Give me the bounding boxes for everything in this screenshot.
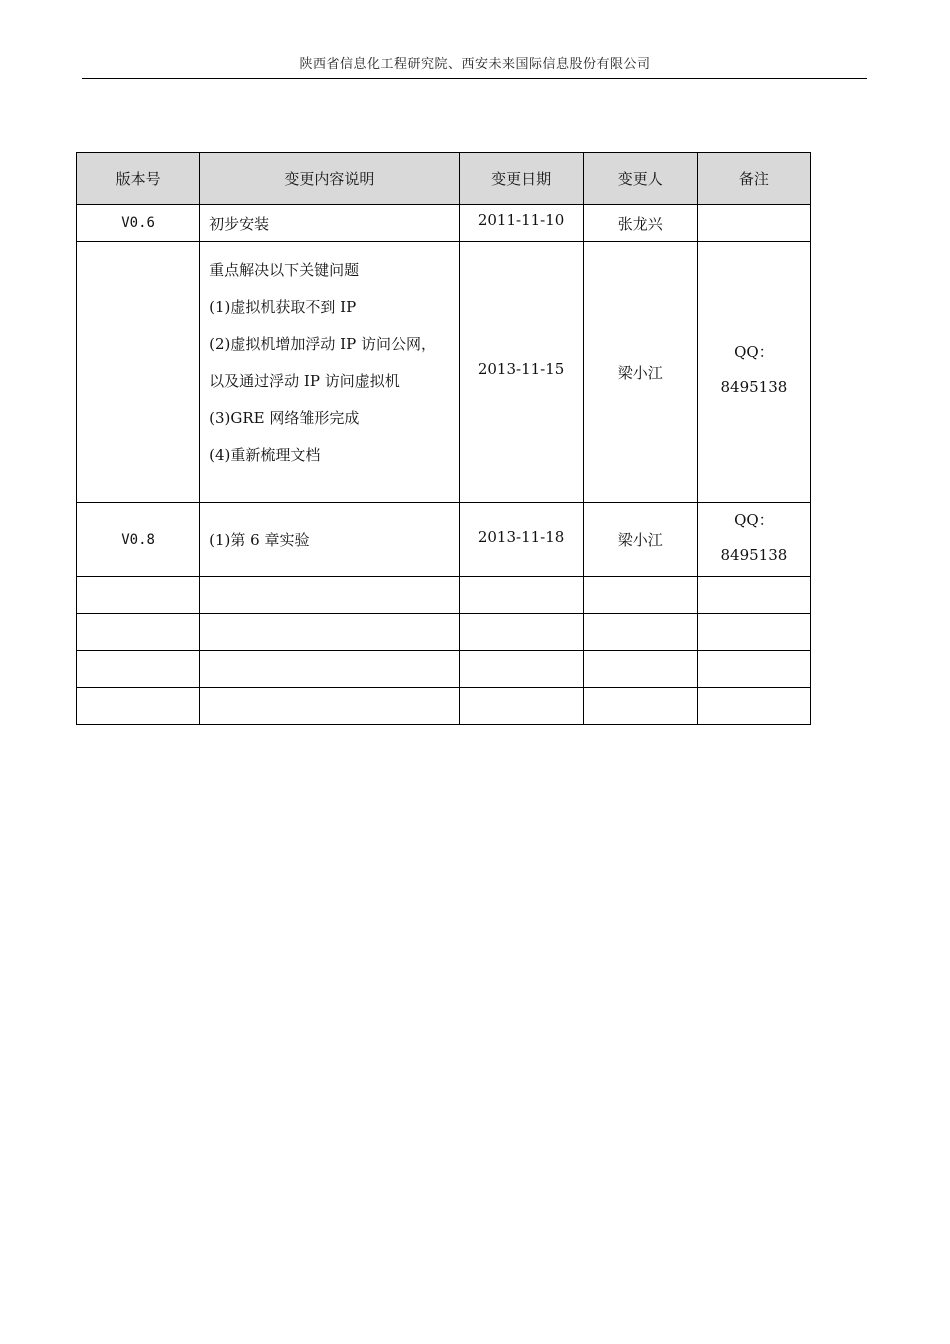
description-cell bbox=[200, 614, 459, 651]
header-divider bbox=[82, 78, 867, 79]
version-cell: V0.8 bbox=[77, 503, 200, 577]
author-cell bbox=[583, 577, 697, 614]
table-row bbox=[77, 688, 811, 725]
date-text: 2013-11-18 bbox=[477, 527, 565, 546]
table-row bbox=[77, 205, 811, 242]
version-cell bbox=[77, 651, 200, 688]
column-header-date: 变更日期 bbox=[459, 153, 583, 205]
note-cell bbox=[697, 577, 810, 614]
note-cell bbox=[697, 688, 810, 725]
version-cell bbox=[77, 577, 200, 614]
date-text: 2013-11-15 bbox=[477, 360, 565, 378]
page-header: 陕西省信息化工程研究院、西安未来国际信息股份有限公司 bbox=[299, 57, 651, 72]
description-line: (3)GRE 网络雏形完成 bbox=[209, 409, 360, 427]
table-row bbox=[77, 503, 811, 577]
date-cell bbox=[459, 651, 583, 688]
version-cell bbox=[77, 688, 200, 725]
date-cell bbox=[459, 503, 583, 577]
description-cell bbox=[200, 242, 459, 503]
author-cell bbox=[583, 614, 697, 651]
column-header-description: 变更内容说明 bbox=[200, 153, 459, 205]
description-cell bbox=[200, 688, 459, 725]
date-text: 2011-11-10 bbox=[477, 211, 565, 229]
date-cell bbox=[459, 688, 583, 725]
description-line: 以及通过浮动 IP 访问虚拟机 bbox=[209, 372, 400, 390]
column-header-version: 版本号 bbox=[77, 153, 200, 205]
description-line: (4)重新梳理文档 bbox=[209, 446, 321, 464]
note-line: 8495138 bbox=[720, 378, 788, 396]
note-line: QQ： bbox=[734, 343, 774, 361]
version-cell bbox=[77, 614, 200, 651]
column-header-author: 变更人 bbox=[583, 153, 697, 205]
note-cell bbox=[697, 205, 810, 242]
date-cell bbox=[459, 577, 583, 614]
description-line: 重点解决以下关键问题 bbox=[209, 261, 360, 279]
table-row bbox=[77, 242, 811, 503]
note-line: QQ： bbox=[734, 510, 774, 529]
description-line: (1)虚拟机获取不到 IP bbox=[209, 298, 357, 316]
author-cell: 张龙兴 bbox=[583, 205, 697, 242]
date-cell bbox=[459, 614, 583, 651]
table-row bbox=[77, 614, 811, 651]
table-row bbox=[77, 577, 811, 614]
description-line: (2)虚拟机增加浮动 IP 访问公网， bbox=[209, 335, 436, 353]
table-header-row bbox=[77, 153, 811, 205]
author-cell: 梁小江 bbox=[583, 503, 697, 577]
author-cell: 梁小江 bbox=[583, 242, 697, 503]
note-cell bbox=[697, 614, 810, 651]
date-cell bbox=[459, 242, 583, 503]
date-cell bbox=[459, 205, 583, 242]
table-row bbox=[77, 651, 811, 688]
note-cell bbox=[697, 503, 810, 577]
description-line: 初步安装 bbox=[209, 214, 270, 233]
description-cell bbox=[200, 503, 459, 577]
description-cell bbox=[200, 577, 459, 614]
description-cell bbox=[200, 651, 459, 688]
description-cell bbox=[200, 205, 459, 242]
note-cell bbox=[697, 651, 810, 688]
author-cell bbox=[583, 688, 697, 725]
column-header-note: 备注 bbox=[697, 153, 810, 205]
version-cell: V0.6 bbox=[77, 205, 200, 242]
revision-history-table bbox=[76, 152, 811, 725]
version-cell bbox=[77, 242, 200, 503]
description-line: (1)第 6 章实验 bbox=[209, 531, 310, 549]
author-cell bbox=[583, 651, 697, 688]
note-line: 8495138 bbox=[720, 545, 788, 564]
note-cell bbox=[697, 242, 810, 503]
